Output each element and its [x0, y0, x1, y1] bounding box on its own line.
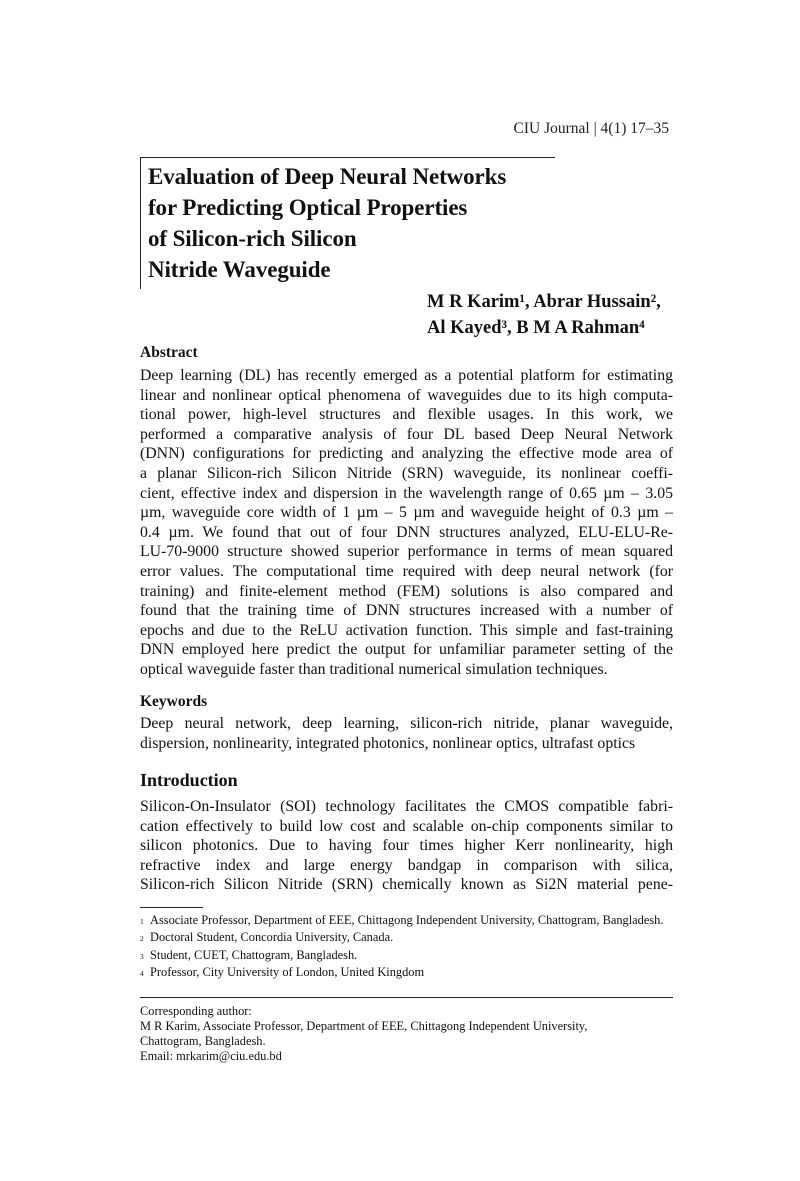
text-line: dispersion, nonlinearity, integrated photonics, nonlinear optics, ultrafast optics: [140, 734, 636, 752]
text-line: a planar Silicon-rich Silicon Nitride (SRN) waveguide, its nonlinear coeffi-: [140, 464, 673, 482]
footnote-text: Doctoral Student, Concordia University, Canada.: [150, 930, 394, 945]
text-line: training) and finite-element method (FEM) solutions is also compared and: [140, 582, 673, 600]
text-line: cient, effective index and dispersion in the wavelength range of 0.65 µm – 3.05: [140, 484, 673, 502]
text-line: (DNN) configurations for predicting and analyzing the effective mode area of: [140, 445, 673, 463]
title-line: Nitride Waveguide: [148, 257, 331, 282]
footnote-mark: 3: [140, 951, 144, 961]
corresponding-author: [140, 997, 673, 1064]
abstract-text: [140, 366, 673, 680]
corresponding-label: Corresponding author:: [140, 1004, 252, 1018]
footnote-text: Professor, City University of London, United Kingdom: [150, 964, 425, 979]
text-line: Silicon-On-Insulator (SOI) technology facilitates the CMOS compatible fabri-: [140, 798, 673, 815]
author-line: M R Karim¹, Abrar Hussain²,: [427, 292, 661, 312]
introduction-heading: Introduction: [140, 770, 238, 790]
corresponding-affiliation: M R Karim, Associate Professor, Department of EEE, Chittagong Independent University,: [140, 1019, 588, 1033]
text-line: Deep neural network, deep learning, silicon-rich nitride, planar waveguide,: [140, 715, 673, 732]
text-line: epochs and due to the ReLU activation function. This simple and fast-training: [140, 621, 673, 639]
corresponding-location: Chattogram, Bangladesh.: [140, 1034, 266, 1048]
text-line: Deep learning (DL) has recently emerged as a potential platform for estimating: [140, 367, 673, 384]
footnote: [140, 948, 673, 964]
introduction-text: [140, 797, 673, 895]
footnote-mark: 4: [140, 968, 144, 978]
author-line: Al Kayed³, B M A Rahman⁴: [427, 317, 645, 338]
abstract-section: [140, 343, 673, 680]
footnote-text: Student, CUET, Chattogram, Bangladesh.: [150, 947, 358, 962]
keywords-section: [140, 692, 673, 753]
text-line: 0.4 µm. We found that out of four DNN structures analyzed, ELU-ELU-Re-: [140, 523, 673, 541]
footnotes: [140, 907, 673, 982]
journal-reference: CIU Journal | 4(1) 17–35: [513, 120, 669, 137]
text-line: refractive index and large energy bandgap in comparison with silica,: [140, 856, 673, 874]
text-line: µm, waveguide core width of 1 µm – 5 µm and waveguide height of 0.3 µm –: [140, 504, 673, 522]
text-line: silicon photonics. Due to having four times higher Kerr nonlinearity, high: [140, 837, 673, 855]
title-line: Evaluation of Deep Neural Networks: [148, 164, 507, 189]
footnote-rule: [140, 907, 203, 908]
paper-title: [140, 157, 555, 289]
text-line: LU-70-9000 structure showed superior performance in terms of mean squared: [140, 543, 673, 561]
text-line: DNN employed here predict the output for unfamiliar parameter setting of the: [140, 641, 673, 659]
footnote: [140, 930, 673, 946]
footnote: [140, 965, 673, 981]
introduction-section: [140, 769, 673, 895]
text-line: found that the training time of DNN structures increased with a number of: [140, 602, 673, 620]
corresponding-email[interactable]: Email: mrkarim@ciu.edu.bd: [140, 1049, 282, 1063]
keywords-heading: Keywords: [140, 693, 208, 710]
text-line: tional power, high-level structures and flexible usages. In this work, we: [140, 406, 673, 424]
title-line: of Silicon-rich Silicon: [148, 226, 357, 251]
text-line: optical waveguide faster than traditional numerical simulation techniques.: [140, 660, 608, 678]
footnote: [140, 913, 673, 929]
author-list: [427, 290, 661, 341]
footnote-mark: 1: [140, 917, 144, 926]
text-line: error values. The computational time required with deep neural network (for: [140, 562, 673, 580]
footnote-text: Associate Professor, Department of EEE, Chittagong Independent University, Chattogram, Bangladesh.: [150, 913, 664, 927]
text-line: performed a comparative analysis of four DL based Deep Neural Network: [140, 425, 673, 443]
keywords-text: [140, 714, 673, 753]
title-line: for Predicting Optical Properties: [148, 195, 468, 220]
abstract-heading: Abstract: [140, 344, 198, 361]
text-line: linear and nonlinear optical phenomena of waveguides due to its high computa-: [140, 386, 673, 404]
text-line: Silicon-rich Silicon Nitride (SRN) chemically known as Si2N material pene-: [140, 876, 673, 894]
footnote-mark: 2: [140, 934, 144, 944]
text-line: cation effectively to build low cost and scalable on-chip components similar to: [140, 817, 673, 835]
